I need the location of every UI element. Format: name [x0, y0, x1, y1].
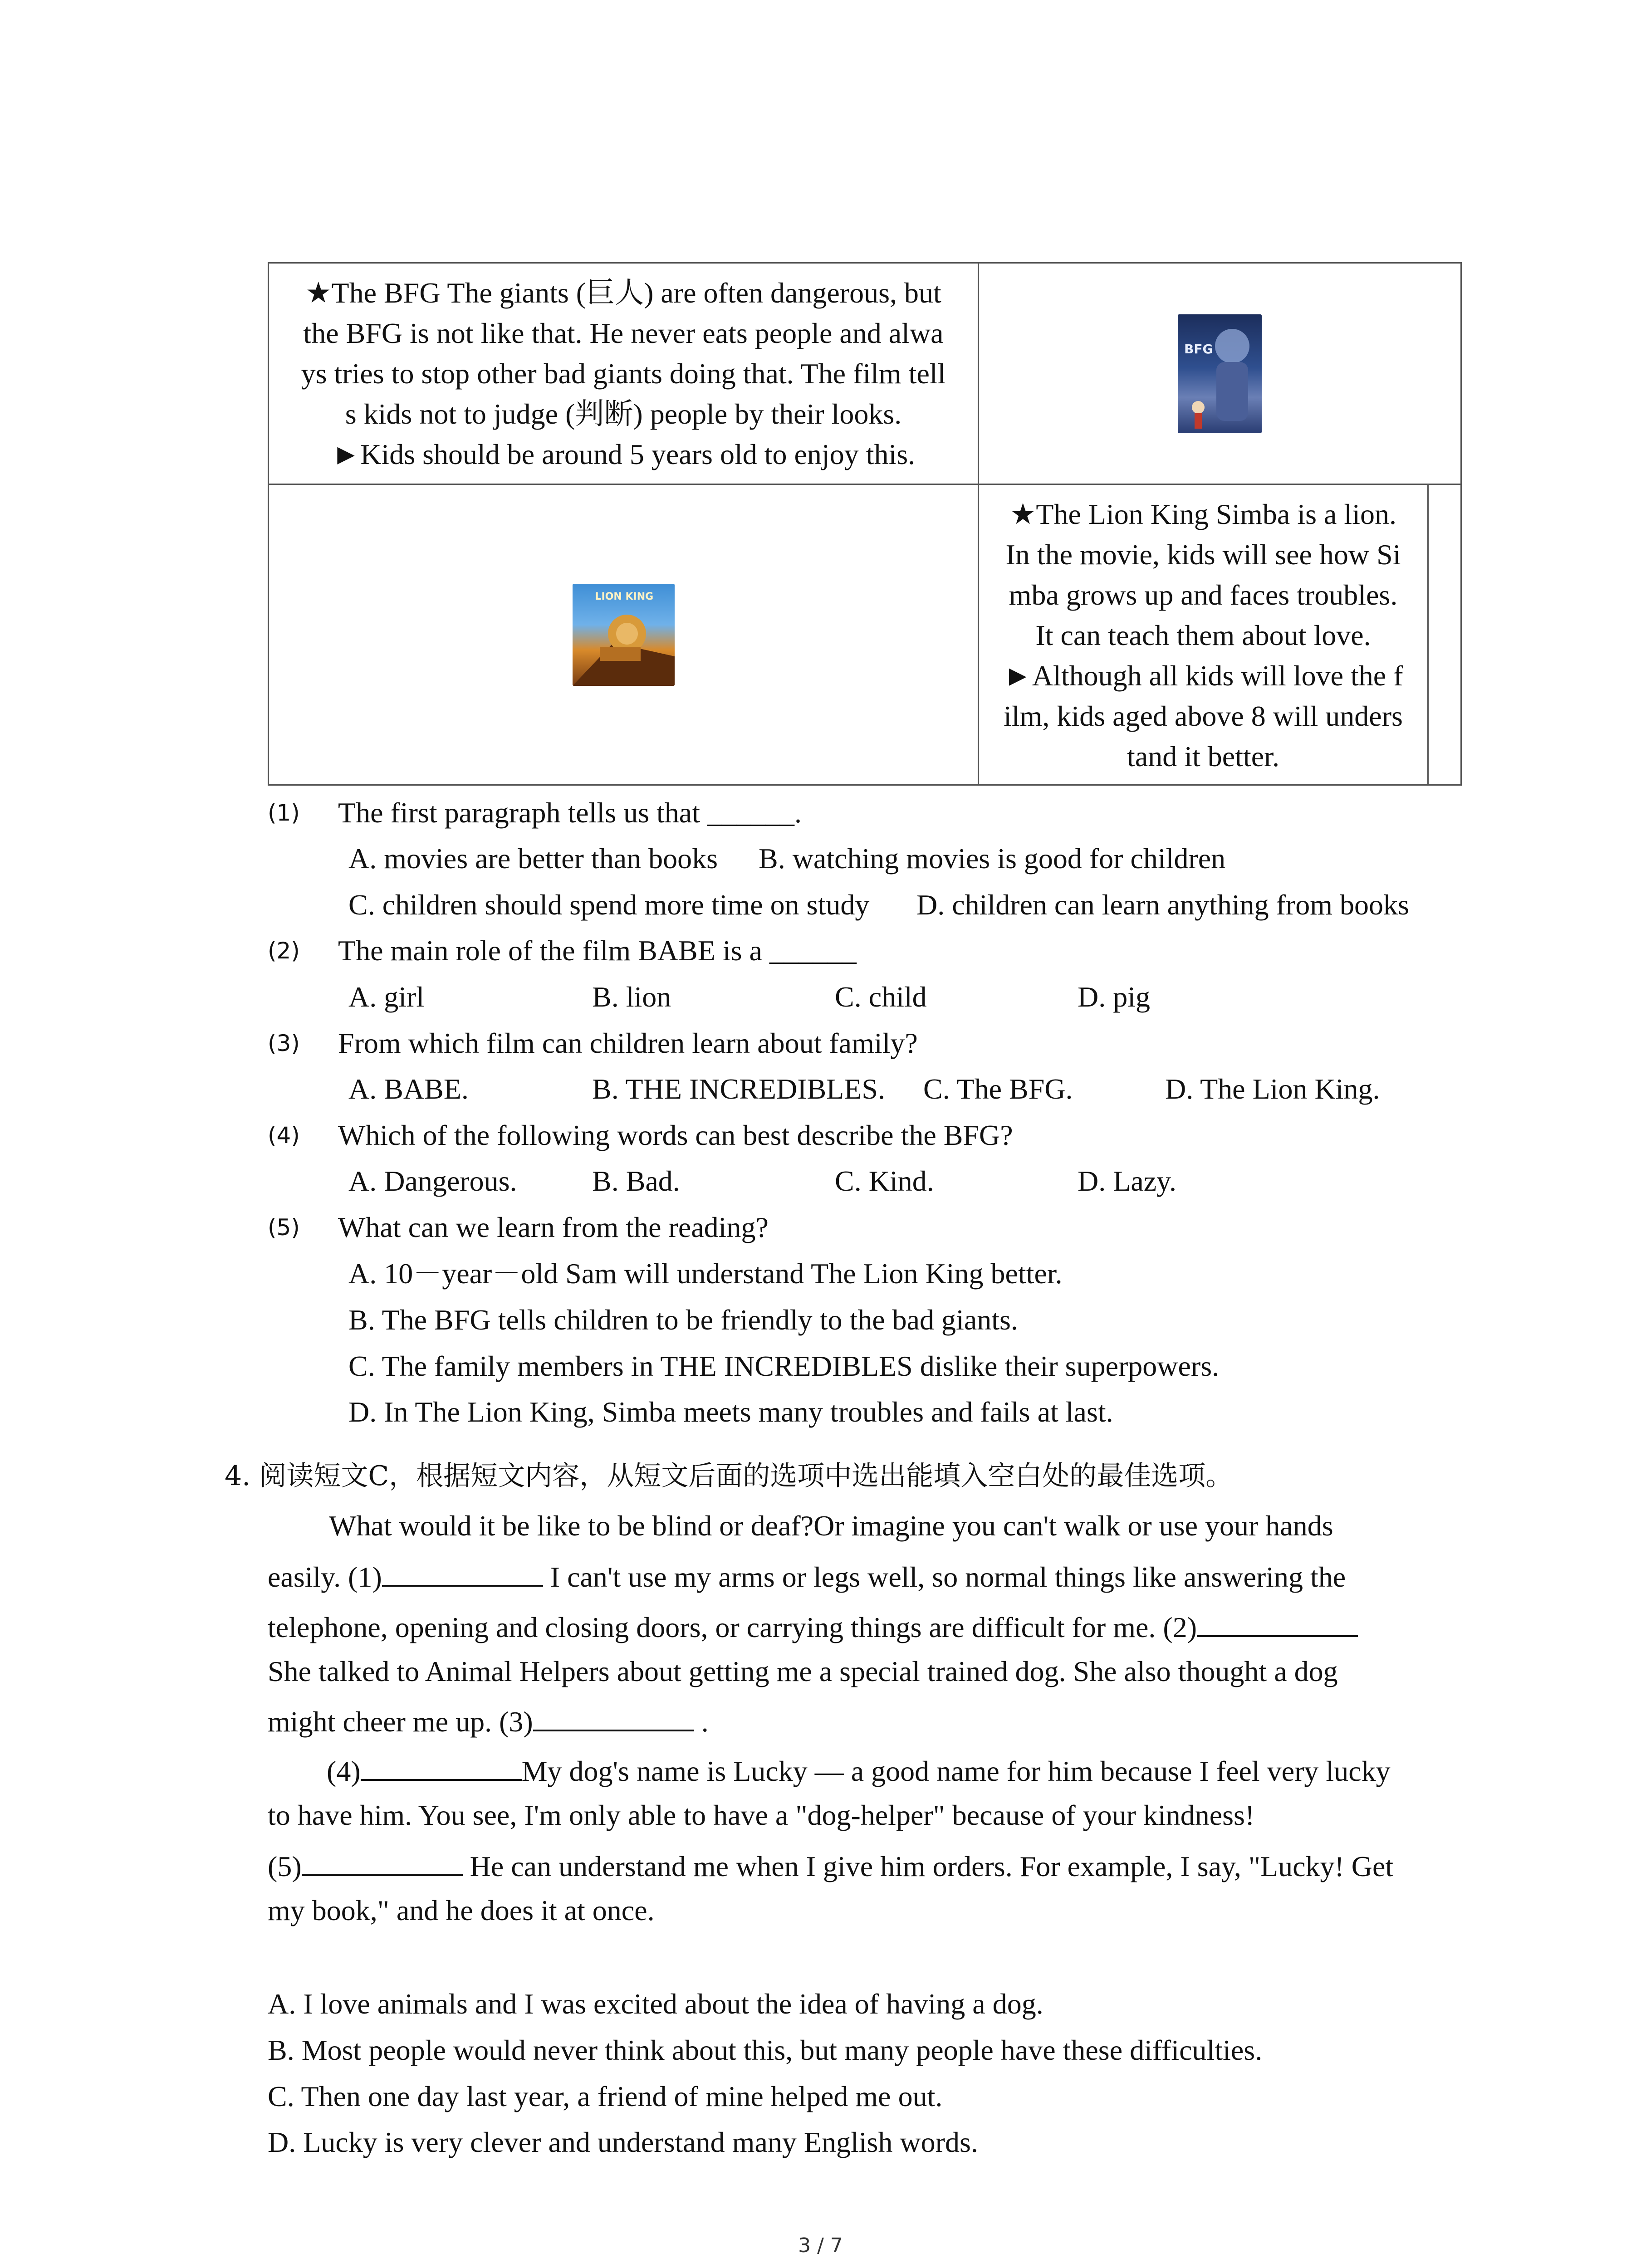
passage-text: . [694, 1706, 709, 1738]
passage-line: What would it be like to be blind or deaf?Or imagine you can't walk or use your hands [329, 1510, 1333, 1542]
question-number: (1) [268, 800, 300, 826]
lion-line: ilm, kids aged above 8 will unders [1004, 700, 1403, 732]
section-heading: 4. 阅读短文C，根据短文内容，从短文后面的选项中选出能填入空白处的最佳选项。 [225, 1460, 1233, 1492]
blank-5[interactable] [302, 1847, 463, 1876]
bfg-line: ★The BFG The giants (巨人) are often dangerous, but [305, 277, 941, 309]
lion-poster-mark: LION KING [595, 591, 654, 602]
passage-line: She talked to Animal Helpers about getting me a special trained dog. She also thought a dog [268, 1655, 1338, 1687]
choice-item: A. I love animals and I was excited about the idea of having a dog. [268, 1988, 1043, 2020]
bfg-line: s kids not to judge (判断) people by their looks. [345, 398, 902, 430]
passage-text: (5) [268, 1850, 302, 1882]
blank-4[interactable] [361, 1752, 522, 1781]
option: B. The BFG tells children to be friendly to the bad giants. [348, 1304, 1018, 1336]
blank-3[interactable] [533, 1702, 694, 1731]
lion-description-cell [979, 485, 1429, 784]
movie-table [268, 262, 1462, 786]
question-number: (2) [268, 938, 300, 964]
passage-line: to have him. You see, I'm only able to have a "dog-helper" because of your kindness! [268, 1799, 1255, 1831]
lion-line: tand it better. [1127, 740, 1279, 772]
option: A. Dangerous. [348, 1165, 517, 1197]
option: D. The Lion King. [1165, 1073, 1380, 1105]
page-number: 3 / 7 [798, 2234, 843, 2257]
option: D. Lazy. [1078, 1165, 1176, 1197]
passage-text: telephone, opening and closing doors, or carrying things are difficult for me. (2) [268, 1611, 1197, 1643]
option: A. movies are better than books [348, 842, 718, 875]
passage-line [268, 1558, 1346, 1595]
lion-line: In the movie, kids will see how Si [1005, 538, 1401, 571]
passage-text: I can't use my arms or legs well, so normal things like answering the [543, 1561, 1346, 1593]
passage-line [268, 1608, 1358, 1646]
option: C. The family members in THE INCREDIBLES dislike their superpowers. [348, 1350, 1220, 1382]
bfg-poster-cell [979, 264, 1460, 484]
bfg-line: ►Kids should be around 5 years old to enjoy this. [331, 438, 916, 470]
passage-text: easily. (1) [268, 1561, 382, 1593]
question-text: The first paragraph tells us that ______. [338, 797, 802, 829]
bfg-line: the BFG is not like that. He never eats people and alwa [303, 317, 944, 349]
choice-item: B. Most people would never think about this, but many people have these difficulties. [268, 2034, 1263, 2066]
passage-line [268, 1702, 709, 1740]
passage-line [327, 1752, 1391, 1789]
option: C. child [835, 981, 927, 1013]
question-number: (5) [268, 1214, 300, 1241]
option: A. BABE. [348, 1073, 469, 1105]
choice-item: D. Lucky is very clever and understand many English words. [268, 2126, 978, 2158]
blank-2[interactable] [1197, 1608, 1358, 1637]
question-text: The main role of the film BABE is a ______ [338, 934, 857, 967]
bfg-description-cell [269, 264, 979, 484]
question-number: (4) [268, 1122, 300, 1149]
option: C. Kind. [835, 1165, 934, 1197]
empty-cell [1429, 485, 1460, 784]
question-number: (3) [268, 1030, 300, 1056]
question-text: What can we learn from the reading? [338, 1211, 769, 1243]
option: C. children should spend more time on study [348, 889, 870, 921]
option: B. watching movies is good for children [759, 842, 1226, 875]
passage-line: my book," and he does it at once. [268, 1894, 655, 1926]
option: D. children can learn anything from books [916, 889, 1409, 921]
lion-line: mba grows up and faces troubles. [1009, 579, 1398, 611]
passage-text: He can understand me when I give him orders. For example, I say, "Lucky! Get [462, 1850, 1394, 1882]
passage-text: My dog's name is Lucky — a good name for him because I feel very lucky [521, 1755, 1391, 1787]
table-row [269, 264, 1460, 485]
blank-1[interactable] [382, 1558, 543, 1587]
bfg-line: ys tries to stop other bad giants doing that. The film tell [301, 357, 946, 390]
bfg-poster-mark: BFG [1184, 341, 1213, 357]
option: A. 10－year－old Sam will understand The Lion King better. [348, 1257, 1063, 1290]
lion-line: ►Although all kids will love the f [1003, 660, 1403, 692]
option: D. In The Lion King, Simba meets many troubles and fails at last. [348, 1396, 1113, 1428]
lion-poster-cell [269, 485, 979, 784]
question-text: Which of the following words can best describe the BFG? [338, 1119, 1013, 1151]
table-row [269, 485, 1460, 784]
question-text: From which film can children learn about family? [338, 1027, 918, 1059]
option: B. Bad. [592, 1165, 680, 1197]
bfg-movie-poster-icon [1178, 314, 1262, 433]
option: D. pig [1078, 981, 1150, 1013]
option: C. The BFG. [923, 1073, 1073, 1105]
option: B. THE INCREDIBLES. [592, 1073, 885, 1105]
passage-text: (4) [327, 1755, 361, 1787]
passage-text: might cheer me up. (3) [268, 1706, 533, 1738]
lion-line: It can teach them about love. [1035, 619, 1371, 651]
lion-line: ★The Lion King Simba is a lion. [1010, 498, 1396, 530]
choice-item: C. Then one day last year, a friend of mine helped me out. [268, 2080, 943, 2112]
lion-king-movie-poster-icon [573, 584, 675, 686]
option: A. girl [348, 981, 425, 1013]
passage-line [268, 1847, 1393, 1885]
option: B. lion [592, 981, 671, 1013]
